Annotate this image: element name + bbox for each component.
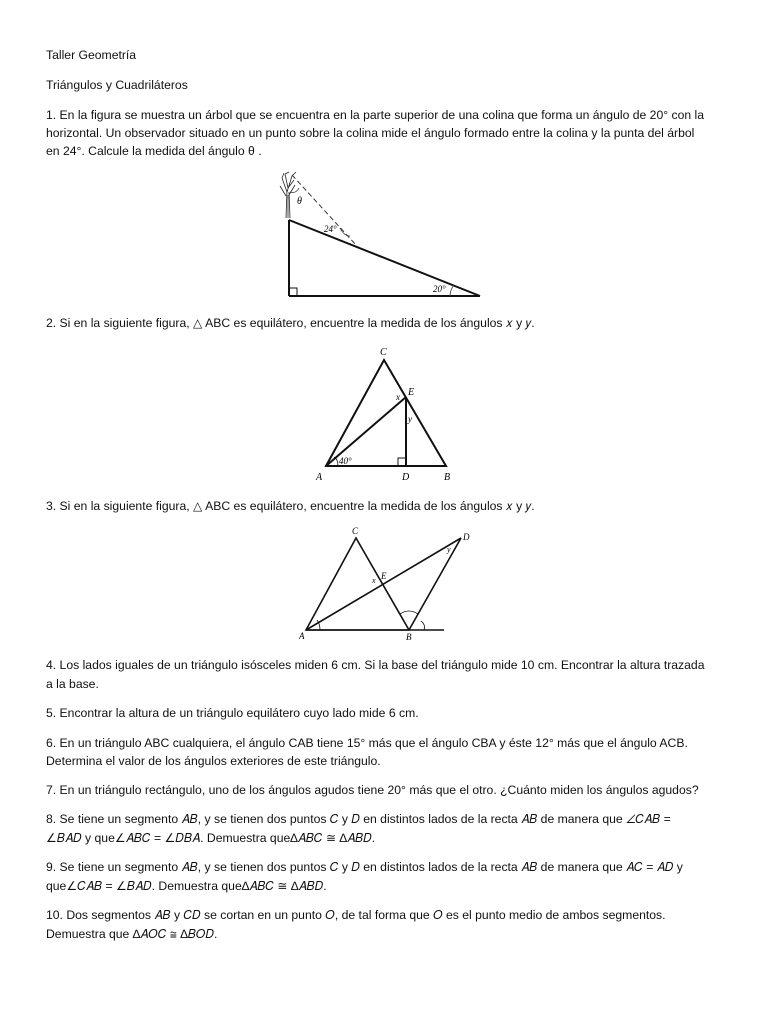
segment-ad (306, 538, 461, 630)
problem-1-line-1: 1. En la figura se muestra un árbol que se encuentra en la parte superior de una colina que forma un ángulo de 20° con la (46, 108, 705, 122)
segment-bd (409, 538, 461, 630)
hillside (289, 220, 480, 296)
problem-1-line-3: en 24°. Calcule la medida del ángulo θ . (46, 144, 262, 158)
problem-9-line-2: que∠𝐶𝐴𝐵 = ∠𝐵𝐴𝐷. Demuestra que∆𝐴𝐵𝐶 ≅ ∆𝐴𝐵𝐷. (46, 879, 327, 893)
segment-ae (326, 397, 406, 466)
problem-10-line-2: Demuestra que ∆𝐴𝑂𝐶 ≅ ∆𝐵𝑂𝐷. (46, 927, 218, 941)
course-title: Taller Geometría (46, 48, 137, 62)
label-e: E (408, 387, 415, 398)
problem-7-text: 7. En un triángulo rectángulo, uno de los ángulos agudos tiene 20° más que el otro. ¿Cuánto miden los ángulos agudos? (46, 783, 699, 797)
label-d: D (402, 472, 410, 483)
problem-8-line-1: 8. Se tiene un segmento 𝐴𝐵, y se tienen dos puntos 𝐶 y 𝐷 en distintos lados de la recta 𝐴𝐵 de manera que ∠𝐶𝐴𝐵 = (46, 812, 671, 826)
angle-20-label: 20° (433, 284, 446, 294)
angle-b-ext-arc (421, 621, 425, 630)
right-angle-d (398, 458, 406, 466)
problem-6-line-1: 6. En un triángulo ABC cualquiera, el ángulo CAB tiene 15° más que el ángulo CBA y éste 12° más que el ángulo ACB. (46, 736, 688, 750)
problem-3-text: 3. Si en la siguiente figura, △ ABC es equilátero, encuentre la medida de los ángulos 𝑥 y 𝑦. (46, 499, 535, 513)
figure-equilateral-2 (296, 524, 476, 644)
figure-tree-hill (270, 170, 500, 305)
label-c: C (380, 347, 387, 358)
label-b: B (406, 632, 412, 642)
label-40: 40° (339, 456, 352, 466)
theta-label: θ (297, 196, 302, 207)
label-a: A (299, 631, 305, 641)
label-y: y (408, 414, 412, 424)
problem-6-line-2: Determina el valor de los ángulos exteriores de este triángulo. (46, 754, 381, 768)
figure-equilateral-1 (310, 342, 470, 487)
label-x: x (372, 576, 376, 585)
problem-10-line-1: 10. Dos segmentos 𝐴𝐵 y 𝐶𝐷 se cortan en un punto 𝑂, de tal forma que 𝑂 es el punto medio de ambos segmentos. (46, 908, 666, 922)
label-c: C (352, 526, 359, 536)
problem-1-line-2: horizontal. Un observador situado en un punto sobre la colina mide el ángulo formado entre la colina y la punta del árbol (46, 126, 695, 140)
label-b: B (444, 472, 451, 483)
angle-24-label: 24° (324, 224, 337, 234)
triangle-abc (306, 538, 409, 630)
problem-4-line-2: a la base. (46, 677, 99, 691)
label-x: x (396, 392, 400, 402)
label-a: A (316, 472, 323, 483)
label-y: y (447, 545, 451, 554)
label-d: D (463, 532, 470, 542)
problem-4-line-1: 4. Los lados iguales de un triángulo isósceles miden 6 cm. Si la base del triángulo mide 10 cm. Encontrar la altura trazada (46, 658, 705, 672)
problem-9-line-1: 9. Se tiene un segmento 𝐴𝐵, y se tienen dos puntos 𝐶 y 𝐷 en distintos lados de la recta 𝐴𝐵 de manera que 𝐴𝐶 = 𝐴𝐷 y (46, 860, 683, 874)
problem-8-line-2: ∠𝐵𝐴𝐷 y que∠𝐴𝐵𝐶 = ∠𝐷𝐵𝐴. Demuestra que∆𝐴𝐵𝐶 ≅ ∆𝐴𝐵𝐷. (46, 831, 376, 845)
right-angle-mark (289, 288, 297, 296)
topic-title: Triángulos y Cuadriláteros (46, 78, 188, 92)
tree-drawing (280, 172, 296, 218)
problem-2-text: 2. Si en la siguiente figura, △ ABC es equilátero, encuentre la medida de los ángulos 𝑥 y 𝑦. (46, 316, 535, 330)
problem-5-text: 5. Encontrar la altura de un triángulo equilátero cuyo lado mide 6 cm. (46, 706, 419, 720)
angle-b-arc (400, 611, 418, 614)
label-e: E (381, 571, 387, 581)
angle-20-arc (450, 285, 454, 296)
